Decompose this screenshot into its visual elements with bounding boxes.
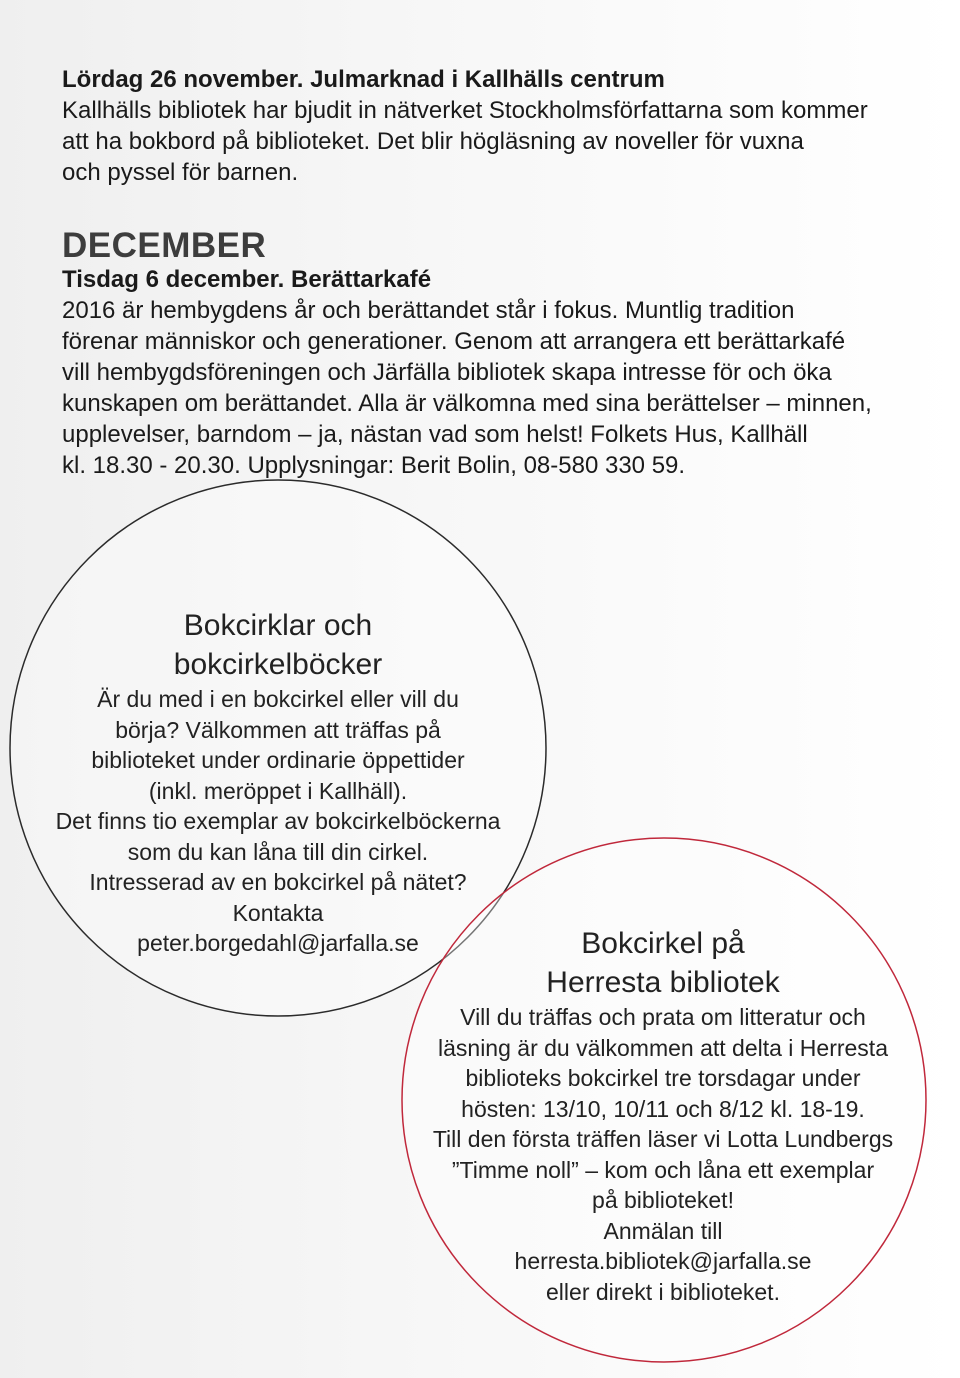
bokcirklar-body-line: (inkl. meröppet i Kallhäll). bbox=[148, 777, 408, 804]
herresta-body-line: på biblioteket! bbox=[592, 1187, 734, 1213]
bokcirklar-body-line: Intresserad av en bokcirkel på nätet? bbox=[89, 869, 467, 895]
november-heading: Lördag 26 november. Julmarknad i Kallhälls centrum bbox=[62, 66, 665, 93]
herresta-body-line: ”Timme noll” – kom och låna ett exemplar bbox=[451, 1156, 875, 1183]
november-body-line: att ha bokbord på biblioteket. Det blir högläsning av noveller för vuxna bbox=[62, 128, 804, 155]
herresta-email-link[interactable]: herresta.bibliotek@jarfalla.se bbox=[514, 1248, 812, 1274]
herresta-title: Herresta bibliotek bbox=[546, 966, 780, 999]
herresta-title: Bokcirkel på bbox=[581, 927, 745, 960]
bokcirklar-body-line: Är du med i en bokcirkel eller vill du bbox=[97, 686, 459, 712]
bokcirklar-title: bokcirkelböcker bbox=[173, 648, 383, 681]
december-body-line: 2016 är hembygdens år och berättandet står i fokus. Muntlig tradition bbox=[62, 297, 795, 324]
december-heading: Tisdag 6 december. Berättarkafé bbox=[62, 266, 432, 293]
herresta-body-line: Till den första träffen läser vi Lotta Lundbergs bbox=[432, 1126, 894, 1152]
bokcirklar-body-line: Kontakta bbox=[232, 899, 324, 926]
bokcirklar-title: Bokcirklar och bbox=[183, 609, 373, 642]
bokcirklar-body-line: som du kan låna till din cirkel. bbox=[127, 838, 429, 865]
december-body-line: upplevelser, barndom – ja, nästan vad som helst! Folkets Hus, Kallhäll bbox=[62, 421, 808, 448]
december-body-line: kl. 18.30 - 20.30. Upplysningar: Berit Bolin, 08-580 330 59. bbox=[62, 452, 686, 479]
herresta-body-line: hösten: 13/10, 10/11 och 8/12 kl. 18-19. bbox=[461, 1095, 865, 1122]
herresta-body-line: Vill du träffas och prata om litteratur och bbox=[460, 1004, 866, 1030]
bokcirklar-body-line: Det finns tio exemplar av bokcirkelböckerna bbox=[55, 808, 501, 834]
december-body-line: förenar människor och generationer. Genom att arrangera ett berättarkafé bbox=[62, 328, 846, 355]
november-body-line: och pyssel för barnen. bbox=[62, 159, 299, 186]
december-body-line: vill hembygdsföreningen och Järfälla bibliotek skapa intresse för och öka bbox=[62, 359, 832, 386]
herresta-body-line: biblioteks bokcirkel tre torsdagar under bbox=[465, 1065, 861, 1091]
herresta-body-line: Anmälan till bbox=[603, 1217, 723, 1244]
herresta-body-line: eller direkt i biblioteket. bbox=[546, 1278, 780, 1305]
herresta-body-line: läsning är du välkommen att delta i Herresta bbox=[438, 1034, 888, 1061]
december-body-line: kunskapen om berättandet. Alla är välkomna med sina berättelser – minnen, bbox=[62, 390, 872, 417]
herresta-box bbox=[398, 924, 928, 1307]
november-event bbox=[62, 64, 922, 188]
bokcirklar-email-link[interactable]: peter.borgedahl@jarfalla.se bbox=[137, 930, 419, 956]
december-month-title: DECEMBER bbox=[62, 226, 267, 265]
november-body-line: Kallhälls bibliotek har bjudit in nätverket Stockholmsförfattarna som kommer bbox=[62, 97, 868, 124]
bokcirklar-body-line: biblioteket under ordinarie öppettider bbox=[91, 747, 465, 773]
bokcirklar-body-line: börja? Välkommen att träffas på bbox=[115, 716, 441, 743]
december-event bbox=[62, 264, 922, 481]
bokcirklar-box bbox=[18, 606, 538, 959]
